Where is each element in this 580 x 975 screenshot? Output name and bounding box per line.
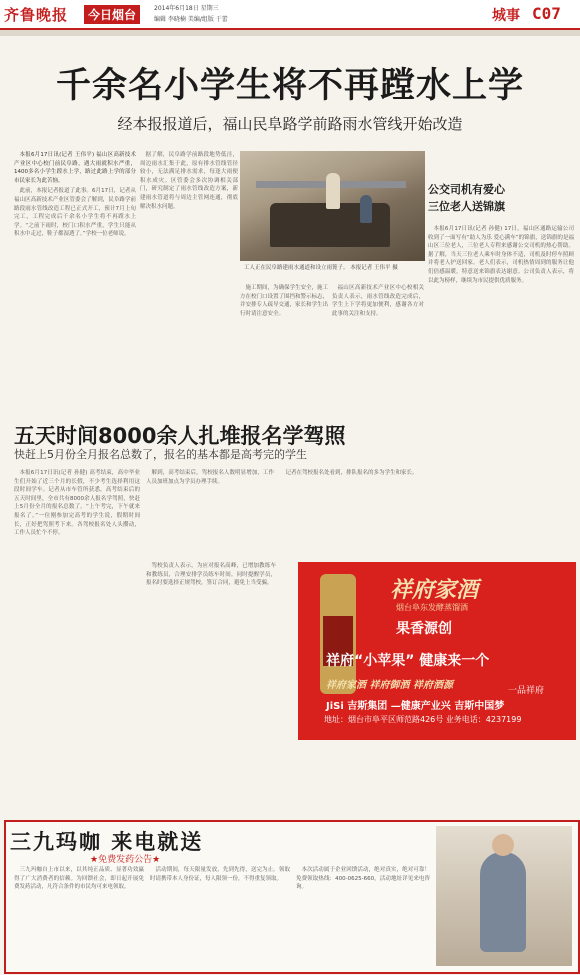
side-headline <box>428 181 574 215</box>
article-column <box>280 469 418 559</box>
newspaper-logo: 齐鲁晚报 <box>4 6 69 24</box>
promo-title: 三九玛咖 来电就送 <box>10 830 204 854</box>
ad-address: 地址：烟台市阜平区师范路426号 业务电话：4237199 <box>324 715 522 724</box>
promo-column <box>296 866 430 966</box>
article-column <box>146 469 274 559</box>
main-headline: 千余名小学生将不再蹚水上学 <box>55 65 524 106</box>
main-subheadline: 经本报报道后，福山民阜路学前路雨水管线开始改造 <box>117 115 463 133</box>
ad-brand-title: 祥府家酒 <box>390 577 479 603</box>
promo-photo <box>436 826 572 966</box>
second-subheadline: 快赶上5月份全月报名总数了，报名的基本都是高考完的学生 <box>14 448 307 461</box>
side-headline-line: 三位老人送锦旗 <box>428 200 505 213</box>
promo-paragraph: 三九玛咖自上市以来，以其纯正品质、显著功效赢得了广大消费者的信赖。为回馈社会，即日起开展免费发药活动，凡符合条件的市民均可来电领取。 <box>14 867 144 891</box>
ad-slogan: 祥府“小苹果” 健康来一个 <box>326 653 490 669</box>
article-paragraph: 据了解，民阜路学前路段地势低洼，周边雨水汇集于此，原有排水管线管径较小，无法满足排水需求，每逢大雨便积水成灾。区管委会多次协调相关部门，研究制定了雨水管线改造方案，新建雨水管道将与周边主管网连通，彻底解决积水问题。 <box>140 152 238 210</box>
promo-column <box>150 866 290 966</box>
ad-brand-list: 祥府家酒 祥府御酒 祥府酒源 <box>326 680 453 691</box>
article-lead: 本报6月17日讯(记者 王伟平) 福山区高新技术产业区中心校门前民阜路，遇大雨就积水严重，1400多名小学生蹚水上学，路过此路上学的部分市民家长为此苦恼。 <box>14 152 136 184</box>
issue-date: 2014年6月18日 星期三 <box>154 5 219 12</box>
article-paragraph: 记者在驾校报名处看到，排队报名的多为学生和家长。 <box>285 470 418 476</box>
promo-paragraph: 活动期间，每天限量发放，先到先得，送完为止。领取时请携带本人身份证，每人限领一份，不得重复领取。 <box>150 867 290 882</box>
ad-brand-subtitle: 烟台阜东发酵蒸馏酒 <box>396 603 468 612</box>
promo-paragraph: 本次活动属于企业回馈活动，绝对真实，绝对可靠！免费领取热线：400-0625-660，活动地址详见来电咨询。 <box>296 867 430 891</box>
promo-column <box>14 866 144 966</box>
article-column <box>282 562 292 817</box>
article-paragraph: 解到，高考结束后，驾校报名人数明显增加，工作人员加班加点为学员办理手续。 <box>146 470 274 485</box>
photo-caption: 工人正在民阜路建雨水通道和设立雨篦子。 本报记者 王伟平 摄 <box>244 265 398 271</box>
ad-tag: 一品祥府 <box>508 686 545 696</box>
promo-subtitle: ★免费发药公告★ <box>90 855 161 865</box>
side-article <box>428 225 574 555</box>
article-column <box>14 151 136 457</box>
article-paragraph: 本报6月17日讯(记者 孙健) 17日，福山区通路运输公司收到了一面写有“助人为乐 爱心满车”的锦旗，送锦旗的是福山区三位老人，三位老人专程来感谢公交司机的热心帮助。据了解，当天三位老人乘车时身体不适，司机及时停车照顾并将老人护送回家。老人们表示，司机热情周到的服务让他们倍感温暖，特意送来锦旗表达谢意。公司负责人表示，将以此为榜样，继续为市民提供优质服务。 <box>428 226 574 284</box>
edition-label: 今日烟台 <box>84 5 140 24</box>
article-column <box>140 151 238 457</box>
divider <box>0 30 580 36</box>
article-column <box>14 469 140 817</box>
article-paragraph: 施工期间，为确保学生安全，施工方在校门口设置了围挡和警示标志，并安排专人疏导交通，家长和学生出行时请注意安全。 <box>240 285 328 317</box>
news-photo <box>240 151 425 261</box>
page-number: C07 <box>532 4 561 23</box>
second-headline: 五天时间8000余人扎堆报名学驾照 <box>14 424 346 448</box>
article-paragraph: 驾校负责人表示，为应对报名高峰，已增加教练车和教练员，合理安排学员练车时间。同时提醒学员，报名时要选择正规驾校，签订合同，避免上当受骗。 <box>146 563 276 587</box>
article-paragraph: 本报6月17日讯(记者 孙健) 高考结束，高中毕业生们开始了近三个月的长假，不少考生选择利用这段时间学车。记者从市车管所获悉，高考结束后的五天时间里，全市共有8000余人报名学驾照，快赶上5月份全月的报名总数了。“上午考完，下午就来报名了。”一位刚参加完高考的学生说，假期时间长，正好把驾照考下来。各驾校报名处人头攒动，工作人员忙个不停。 <box>14 470 140 537</box>
editor-credits: 编辑 李晓楠 美编/组版 于蕾 <box>154 16 228 23</box>
section-name: 城事 <box>492 8 520 24</box>
article-paragraph: 福山区高新技术产业区中心校相关负责人表示，雨水管线改造完成后，学生上下学将更加便利，感谢各方对此事的关注和支持。 <box>332 285 424 317</box>
article-column <box>146 562 276 817</box>
side-headline-line: 公交司机有爱心 <box>428 183 505 196</box>
ad-company-logo: JiSi 吉斯集团 —健康产业兴 吉斯中国梦 <box>326 701 505 712</box>
ad-slogan: 果香源创 <box>396 621 452 637</box>
article-paragraph: 此前，本报记者报道了此事。6月17日，记者从福山区高新技术产业区管委会了解到，民阜路学前路段雨水管线改造工程已正式开工，预计7月上旬完工，工程完成后千余名小学生将不再蹚水上学。“之前下雨时，校门口积水严重，学生只能从积水中走过，鞋子都湿透了。”学校一位老师说。 <box>14 188 136 238</box>
